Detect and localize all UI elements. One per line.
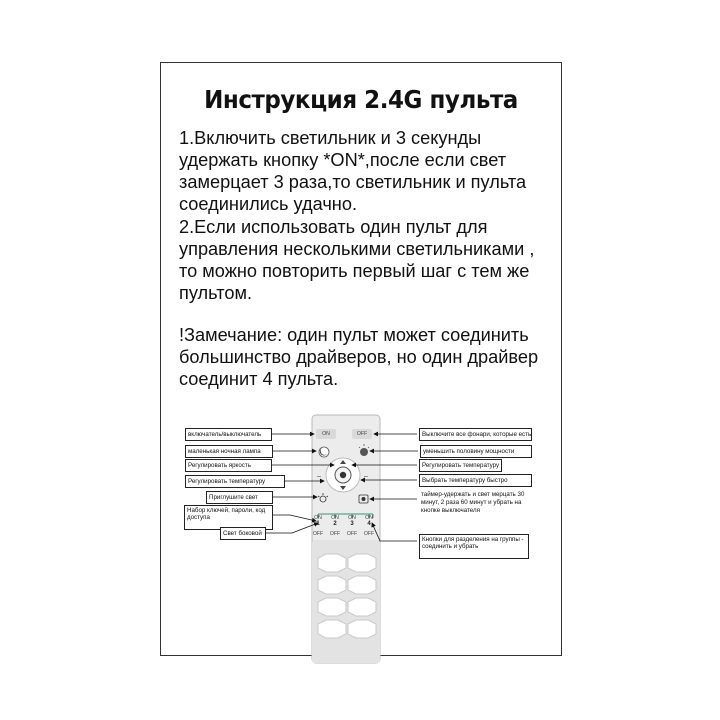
label-dim-light: Приглушите свет xyxy=(206,491,273,504)
on-button-label: ON xyxy=(322,431,330,437)
label-pairing-codes: Набор ключей, пароли, код доступа xyxy=(184,505,273,530)
label-all-off: Выключите все фонари, которые есть xyxy=(419,428,532,441)
label-brightness: Регулировать яркость xyxy=(185,459,272,472)
label-power-switch: включатель/выключатель xyxy=(185,428,272,441)
label-night-lamp: маленькая ночная лампа xyxy=(185,445,273,458)
group2-on[interactable]: ON xyxy=(331,515,339,521)
group1-off[interactable]: OFF xyxy=(312,531,324,537)
paragraph-line: соединились удачно. xyxy=(179,194,358,214)
group4-off[interactable]: OFF xyxy=(363,531,375,537)
group2-number: 2 xyxy=(333,521,337,527)
group3-off[interactable]: OFF xyxy=(346,531,358,537)
group3-number: 3 xyxy=(350,521,354,527)
paragraph-line: 2.Если использовать один пульт для xyxy=(179,217,488,237)
paragraph-line: пультом. xyxy=(179,283,253,303)
label-temperature-right: Регулировать температуру xyxy=(419,459,502,472)
off-button-label: OFF xyxy=(356,431,368,437)
group2-off[interactable]: OFF xyxy=(329,531,341,537)
paragraph-line: соединит 4 пульта. xyxy=(179,369,339,389)
group4-on[interactable]: ON xyxy=(365,515,373,521)
brightness-dial[interactable] xyxy=(326,458,360,492)
label-temperature-left: Регулировать температуру xyxy=(185,475,285,488)
paragraph-line: управления несколькими светильниками , xyxy=(179,239,535,259)
paragraph-line: 1.Включить светильник и 3 секунды xyxy=(179,128,482,148)
label-half-power: уменьшить половину мощности xyxy=(420,445,532,458)
label-quick-temperature: Выбрать температуру быстро xyxy=(419,474,532,487)
page-title: Инструкция 2.4G пульта xyxy=(204,85,518,114)
label-timer: таймер-удержать и свет мерцать 30 минут, 2 раза 60 минут и убрать на кнопке выключателя xyxy=(421,491,525,514)
paragraph-line: !Замечание: один пульт может соединить xyxy=(179,325,529,345)
paragraph-line: замерцает 3 раза,то светильник и пульта xyxy=(179,172,527,192)
night-light-icon[interactable] xyxy=(319,447,329,457)
minus-sign: – xyxy=(317,473,321,480)
paragraph-line: удержать кнопку *ON*,после если свет xyxy=(179,150,507,170)
paragraph-line: то можно повторить первый шаг с тем же xyxy=(179,261,530,281)
paragraph-line: большинство драйверов, но один драйвер xyxy=(179,347,539,367)
plus-sign: – xyxy=(364,473,368,480)
label-group-buttons: Кнопки для разделения на группы - соединить и убрать xyxy=(419,534,529,559)
label-side-light: Свет боковой xyxy=(220,527,266,540)
group1-on[interactable]: ON xyxy=(314,515,322,521)
group3-on[interactable]: ON xyxy=(348,515,356,521)
group1-number: 1 xyxy=(316,521,320,527)
group4-number: 4 xyxy=(367,521,371,527)
